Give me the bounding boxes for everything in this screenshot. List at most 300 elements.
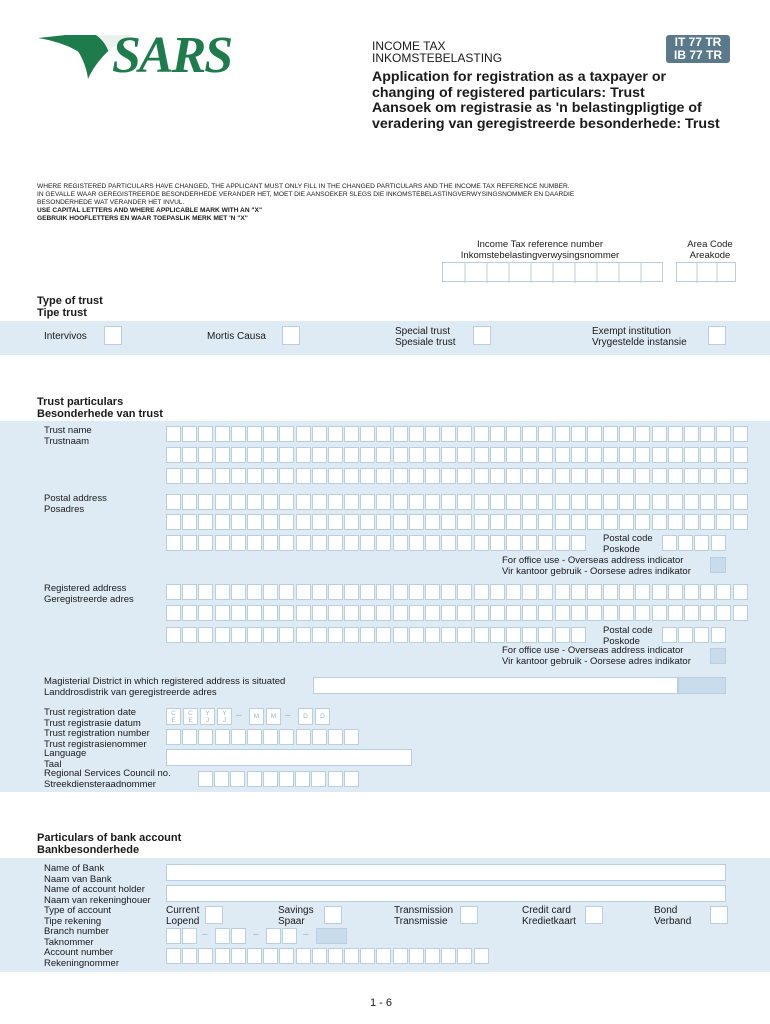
char-cell[interactable]	[263, 627, 278, 643]
branch-boxes-c[interactable]	[266, 928, 298, 946]
char-cell[interactable]	[198, 514, 213, 530]
char-cell[interactable]	[457, 605, 472, 621]
char-cell[interactable]	[360, 447, 375, 463]
char-cell[interactable]	[441, 627, 456, 643]
char-cell[interactable]	[538, 584, 553, 600]
char-cell[interactable]	[328, 729, 343, 745]
char-cell[interactable]	[344, 468, 359, 484]
char-cell[interactable]	[393, 584, 408, 600]
char-cell[interactable]	[393, 535, 408, 551]
char-cell[interactable]	[231, 584, 246, 600]
char-cell[interactable]	[328, 468, 343, 484]
char-cell[interactable]	[409, 494, 424, 510]
char-cell[interactable]	[360, 948, 375, 964]
char-cell[interactable]	[312, 426, 327, 442]
char-cell[interactable]	[231, 948, 246, 964]
reg-number-boxes[interactable]	[166, 729, 360, 747]
char-cell[interactable]	[247, 584, 262, 600]
char-cell[interactable]	[694, 535, 709, 551]
char-cell[interactable]	[328, 627, 343, 643]
char-cell[interactable]	[603, 514, 618, 530]
char-cell[interactable]	[711, 535, 726, 551]
char-cell[interactable]	[733, 584, 748, 600]
char-cell[interactable]	[652, 514, 667, 530]
char-cell[interactable]	[231, 468, 246, 484]
char-cell[interactable]	[312, 494, 327, 510]
char-cell[interactable]	[555, 426, 570, 442]
char-cell[interactable]	[538, 605, 553, 621]
char-cell[interactable]	[555, 468, 570, 484]
char-cell[interactable]	[474, 447, 489, 463]
char-cell[interactable]	[603, 584, 618, 600]
char-cell[interactable]	[587, 468, 602, 484]
option-intervivos-checkbox[interactable]	[104, 326, 122, 345]
char-cell[interactable]	[344, 514, 359, 530]
char-cell[interactable]	[247, 771, 262, 787]
char-cell[interactable]	[198, 447, 213, 463]
char-cell[interactable]	[328, 494, 343, 510]
char-cell[interactable]	[522, 605, 537, 621]
char-cell[interactable]	[231, 928, 246, 944]
char-cell[interactable]	[555, 584, 570, 600]
char-cell[interactable]	[344, 729, 359, 745]
char-cell[interactable]	[263, 729, 278, 745]
char-cell[interactable]	[279, 771, 294, 787]
char-cell[interactable]	[409, 514, 424, 530]
char-cell[interactable]	[166, 494, 181, 510]
char-cell[interactable]	[376, 605, 391, 621]
char-cell[interactable]	[571, 468, 586, 484]
char-cell[interactable]	[538, 426, 553, 442]
char-cell[interactable]	[182, 468, 197, 484]
char-cell[interactable]	[474, 494, 489, 510]
char-cell[interactable]	[668, 514, 683, 530]
char-cell[interactable]	[522, 514, 537, 530]
char-cell[interactable]	[506, 468, 521, 484]
char-cell[interactable]	[700, 514, 715, 530]
branch-boxes-a[interactable]	[166, 928, 198, 946]
char-cell[interactable]	[296, 948, 311, 964]
postal-code-boxes-2[interactable]	[662, 627, 727, 645]
char-cell[interactable]	[376, 426, 391, 442]
char-cell[interactable]	[652, 426, 667, 442]
char-cell[interactable]	[393, 514, 408, 530]
char-cell[interactable]	[198, 494, 213, 510]
char-cell[interactable]	[668, 584, 683, 600]
char-cell[interactable]	[733, 468, 748, 484]
char-cell[interactable]	[571, 584, 586, 600]
char-cell[interactable]	[635, 514, 650, 530]
char-cell[interactable]	[328, 447, 343, 463]
char-cell[interactable]	[662, 627, 677, 643]
char-cell[interactable]	[652, 584, 667, 600]
char-cell[interactable]	[522, 535, 537, 551]
char-cell[interactable]	[344, 771, 359, 787]
char-cell[interactable]	[490, 426, 505, 442]
char-cell[interactable]	[296, 605, 311, 621]
char-cell[interactable]	[700, 426, 715, 442]
char-cell[interactable]	[668, 605, 683, 621]
char-cell[interactable]	[700, 447, 715, 463]
char-cell[interactable]	[312, 948, 327, 964]
char-cell[interactable]	[312, 584, 327, 600]
char-cell[interactable]	[506, 627, 521, 643]
char-cell[interactable]	[474, 535, 489, 551]
char-cell[interactable]	[393, 426, 408, 442]
char-cell[interactable]	[409, 605, 424, 621]
trust-name-row-1[interactable]	[166, 426, 749, 444]
option-exempt-checkbox[interactable]	[708, 326, 726, 345]
acc-number-boxes[interactable]	[166, 948, 490, 966]
char-cell[interactable]	[296, 514, 311, 530]
char-cell[interactable]	[700, 468, 715, 484]
registered-row-2[interactable]	[166, 605, 749, 623]
char-cell[interactable]	[522, 426, 537, 442]
char-cell[interactable]	[409, 627, 424, 643]
char-cell[interactable]	[571, 605, 586, 621]
char-cell[interactable]	[490, 468, 505, 484]
char-cell[interactable]	[376, 535, 391, 551]
char-cell[interactable]	[247, 426, 262, 442]
char-cell[interactable]	[441, 447, 456, 463]
char-cell[interactable]	[733, 426, 748, 442]
language-field[interactable]	[166, 749, 412, 766]
char-cell[interactable]	[279, 729, 294, 745]
char-cell[interactable]	[328, 584, 343, 600]
char-cell[interactable]	[182, 605, 197, 621]
char-cell[interactable]	[279, 514, 294, 530]
char-cell[interactable]	[425, 535, 440, 551]
reg-date-field[interactable]	[166, 708, 331, 726]
char-cell[interactable]	[198, 771, 213, 787]
char-cell[interactable]	[215, 514, 230, 530]
char-cell[interactable]	[182, 494, 197, 510]
char-cell[interactable]	[247, 535, 262, 551]
char-cell[interactable]	[393, 627, 408, 643]
char-cell[interactable]	[247, 605, 262, 621]
char-cell[interactable]	[587, 447, 602, 463]
char-cell[interactable]	[215, 605, 230, 621]
char-cell[interactable]	[198, 468, 213, 484]
char-cell[interactable]	[571, 535, 586, 551]
char-cell[interactable]	[635, 494, 650, 510]
char-cell[interactable]	[279, 535, 294, 551]
char-cell[interactable]	[587, 426, 602, 442]
char-cell[interactable]	[441, 535, 456, 551]
char-cell[interactable]	[716, 468, 731, 484]
char-cell[interactable]	[166, 426, 181, 442]
char-cell[interactable]	[166, 514, 181, 530]
char-cell[interactable]	[474, 468, 489, 484]
char-cell[interactable]	[538, 627, 553, 643]
char-cell[interactable]	[571, 426, 586, 442]
char-cell[interactable]	[652, 447, 667, 463]
char-cell[interactable]	[360, 494, 375, 510]
char-cell[interactable]	[733, 514, 748, 530]
char-cell[interactable]	[425, 605, 440, 621]
char-cell[interactable]	[360, 514, 375, 530]
char-cell[interactable]	[555, 535, 570, 551]
char-cell[interactable]	[474, 605, 489, 621]
registered-row-1[interactable]	[166, 584, 749, 602]
char-cell[interactable]	[700, 605, 715, 621]
char-cell[interactable]	[684, 426, 699, 442]
char-cell[interactable]	[166, 627, 181, 643]
char-cell[interactable]	[360, 468, 375, 484]
char-cell[interactable]	[490, 494, 505, 510]
char-cell[interactable]	[328, 426, 343, 442]
char-cell[interactable]	[376, 447, 391, 463]
char-cell[interactable]	[296, 535, 311, 551]
char-cell[interactable]	[522, 584, 537, 600]
char-cell[interactable]	[360, 426, 375, 442]
char-cell[interactable]	[409, 468, 424, 484]
char-cell[interactable]	[263, 447, 278, 463]
char-cell[interactable]	[231, 627, 246, 643]
char-cell[interactable]	[587, 494, 602, 510]
char-cell[interactable]	[716, 514, 731, 530]
char-cell[interactable]	[474, 627, 489, 643]
char-cell[interactable]	[441, 948, 456, 964]
char-cell[interactable]	[279, 426, 294, 442]
char-cell[interactable]	[198, 605, 213, 621]
char-cell[interactable]	[393, 447, 408, 463]
char-cell[interactable]	[344, 584, 359, 600]
char-cell[interactable]	[198, 729, 213, 745]
char-cell[interactable]	[716, 584, 731, 600]
char-cell[interactable]	[263, 771, 278, 787]
char-cell[interactable]	[311, 771, 326, 787]
char-cell[interactable]	[263, 535, 278, 551]
trust-name-row-3[interactable]	[166, 468, 749, 486]
char-cell[interactable]	[312, 605, 327, 621]
postal-code-boxes-1[interactable]	[662, 535, 727, 553]
char-cell[interactable]	[587, 605, 602, 621]
option-special-checkbox[interactable]	[473, 326, 491, 345]
char-cell[interactable]	[441, 426, 456, 442]
char-cell[interactable]	[279, 605, 294, 621]
char-cell[interactable]	[684, 468, 699, 484]
char-cell[interactable]	[166, 605, 181, 621]
char-cell[interactable]	[733, 494, 748, 510]
char-cell[interactable]	[344, 605, 359, 621]
char-cell[interactable]	[425, 468, 440, 484]
char-cell[interactable]	[296, 729, 311, 745]
char-cell[interactable]	[312, 627, 327, 643]
char-cell[interactable]	[619, 468, 634, 484]
char-cell[interactable]	[312, 535, 327, 551]
option-mortis-checkbox[interactable]	[282, 326, 300, 345]
char-cell[interactable]	[668, 426, 683, 442]
char-cell[interactable]	[231, 494, 246, 510]
char-cell[interactable]	[457, 535, 472, 551]
trust-name-row-2[interactable]	[166, 447, 749, 465]
char-cell[interactable]	[603, 426, 618, 442]
char-cell[interactable]	[231, 426, 246, 442]
char-cell[interactable]	[733, 447, 748, 463]
char-cell[interactable]	[231, 729, 246, 745]
char-cell[interactable]	[247, 729, 262, 745]
char-cell[interactable]	[182, 729, 197, 745]
char-cell[interactable]	[296, 627, 311, 643]
char-cell[interactable]	[296, 494, 311, 510]
char-cell[interactable]	[457, 584, 472, 600]
postal-row-1[interactable]	[166, 494, 749, 512]
char-cell[interactable]	[376, 584, 391, 600]
char-cell[interactable]	[711, 627, 726, 643]
char-cell[interactable]	[376, 627, 391, 643]
char-cell[interactable]	[522, 627, 537, 643]
char-cell[interactable]	[312, 729, 327, 745]
char-cell[interactable]	[506, 605, 521, 621]
char-cell[interactable]	[716, 447, 731, 463]
char-cell[interactable]	[247, 948, 262, 964]
char-cell[interactable]	[555, 494, 570, 510]
char-cell[interactable]	[555, 627, 570, 643]
char-cell[interactable]	[441, 584, 456, 600]
char-cell[interactable]	[263, 605, 278, 621]
char-cell[interactable]	[619, 514, 634, 530]
char-cell[interactable]	[571, 447, 586, 463]
char-cell[interactable]	[312, 514, 327, 530]
registered-row-3[interactable]	[166, 627, 587, 645]
char-cell[interactable]	[457, 426, 472, 442]
type-credit-checkbox[interactable]	[585, 906, 603, 924]
char-cell[interactable]	[506, 426, 521, 442]
char-cell[interactable]	[603, 447, 618, 463]
char-cell[interactable]	[441, 605, 456, 621]
char-cell[interactable]	[441, 514, 456, 530]
char-cell[interactable]	[571, 514, 586, 530]
char-cell[interactable]	[490, 627, 505, 643]
char-cell[interactable]	[328, 514, 343, 530]
char-cell[interactable]	[619, 605, 634, 621]
char-cell[interactable]	[538, 494, 553, 510]
char-cell[interactable]	[678, 627, 693, 643]
char-cell[interactable]	[603, 605, 618, 621]
char-cell[interactable]	[457, 514, 472, 530]
char-cell[interactable]	[506, 494, 521, 510]
char-cell[interactable]	[733, 605, 748, 621]
char-cell[interactable]	[619, 447, 634, 463]
char-cell[interactable]	[441, 494, 456, 510]
char-cell[interactable]	[247, 468, 262, 484]
char-cell[interactable]	[635, 605, 650, 621]
char-cell[interactable]	[409, 948, 424, 964]
char-cell[interactable]	[198, 584, 213, 600]
char-cell[interactable]	[425, 514, 440, 530]
char-cell[interactable]	[230, 771, 245, 787]
char-cell[interactable]	[296, 447, 311, 463]
char-cell[interactable]	[457, 948, 472, 964]
char-cell[interactable]	[506, 535, 521, 551]
char-cell[interactable]	[247, 447, 262, 463]
char-cell[interactable]	[619, 426, 634, 442]
char-cell[interactable]	[716, 605, 731, 621]
char-cell[interactable]	[619, 494, 634, 510]
char-cell[interactable]	[652, 605, 667, 621]
char-cell[interactable]	[215, 535, 230, 551]
area-code-boxes[interactable]	[676, 262, 736, 282]
char-cell[interactable]	[247, 514, 262, 530]
char-cell[interactable]	[263, 468, 278, 484]
char-cell[interactable]	[263, 494, 278, 510]
char-cell[interactable]	[182, 584, 197, 600]
char-cell[interactable]	[425, 948, 440, 964]
char-cell[interactable]	[328, 771, 343, 787]
char-cell[interactable]	[555, 514, 570, 530]
postal-row-2[interactable]	[166, 514, 749, 532]
ref-number-boxes[interactable]	[442, 262, 663, 282]
char-cell[interactable]	[684, 584, 699, 600]
char-cell[interactable]	[506, 514, 521, 530]
char-cell[interactable]	[571, 627, 586, 643]
char-cell[interactable]	[215, 426, 230, 442]
char-cell[interactable]	[263, 426, 278, 442]
char-cell[interactable]	[555, 605, 570, 621]
char-cell[interactable]	[490, 514, 505, 530]
holder-field[interactable]	[166, 885, 726, 902]
char-cell[interactable]	[538, 468, 553, 484]
branch-boxes-b[interactable]	[215, 928, 247, 946]
char-cell[interactable]	[652, 468, 667, 484]
type-current-checkbox[interactable]	[205, 906, 223, 924]
char-cell[interactable]	[279, 447, 294, 463]
char-cell[interactable]	[441, 468, 456, 484]
char-cell[interactable]	[376, 468, 391, 484]
char-cell[interactable]	[668, 468, 683, 484]
char-cell[interactable]	[263, 948, 278, 964]
char-cell[interactable]	[393, 494, 408, 510]
char-cell[interactable]	[409, 535, 424, 551]
char-cell[interactable]	[716, 426, 731, 442]
char-cell[interactable]	[312, 447, 327, 463]
char-cell[interactable]	[538, 514, 553, 530]
char-cell[interactable]	[376, 494, 391, 510]
char-cell[interactable]	[344, 627, 359, 643]
char-cell[interactable]	[166, 729, 181, 745]
type-savings-checkbox[interactable]	[324, 906, 342, 924]
char-cell[interactable]	[393, 948, 408, 964]
char-cell[interactable]	[425, 494, 440, 510]
char-cell[interactable]	[198, 948, 213, 964]
char-cell[interactable]	[662, 535, 677, 551]
char-cell[interactable]	[506, 447, 521, 463]
char-cell[interactable]	[198, 426, 213, 442]
char-cell[interactable]	[344, 494, 359, 510]
char-cell[interactable]	[360, 627, 375, 643]
char-cell[interactable]	[678, 535, 693, 551]
char-cell[interactable]	[279, 584, 294, 600]
char-cell[interactable]	[215, 627, 230, 643]
char-cell[interactable]	[214, 771, 229, 787]
char-cell[interactable]	[425, 584, 440, 600]
char-cell[interactable]	[684, 514, 699, 530]
char-cell[interactable]	[360, 605, 375, 621]
magisterial-field[interactable]	[313, 677, 678, 694]
char-cell[interactable]	[376, 948, 391, 964]
char-cell[interactable]	[182, 948, 197, 964]
char-cell[interactable]	[328, 948, 343, 964]
char-cell[interactable]	[247, 627, 262, 643]
char-cell[interactable]	[296, 584, 311, 600]
char-cell[interactable]	[490, 535, 505, 551]
char-cell[interactable]	[700, 584, 715, 600]
char-cell[interactable]	[328, 605, 343, 621]
char-cell[interactable]	[166, 535, 181, 551]
char-cell[interactable]	[668, 447, 683, 463]
char-cell[interactable]	[457, 627, 472, 643]
